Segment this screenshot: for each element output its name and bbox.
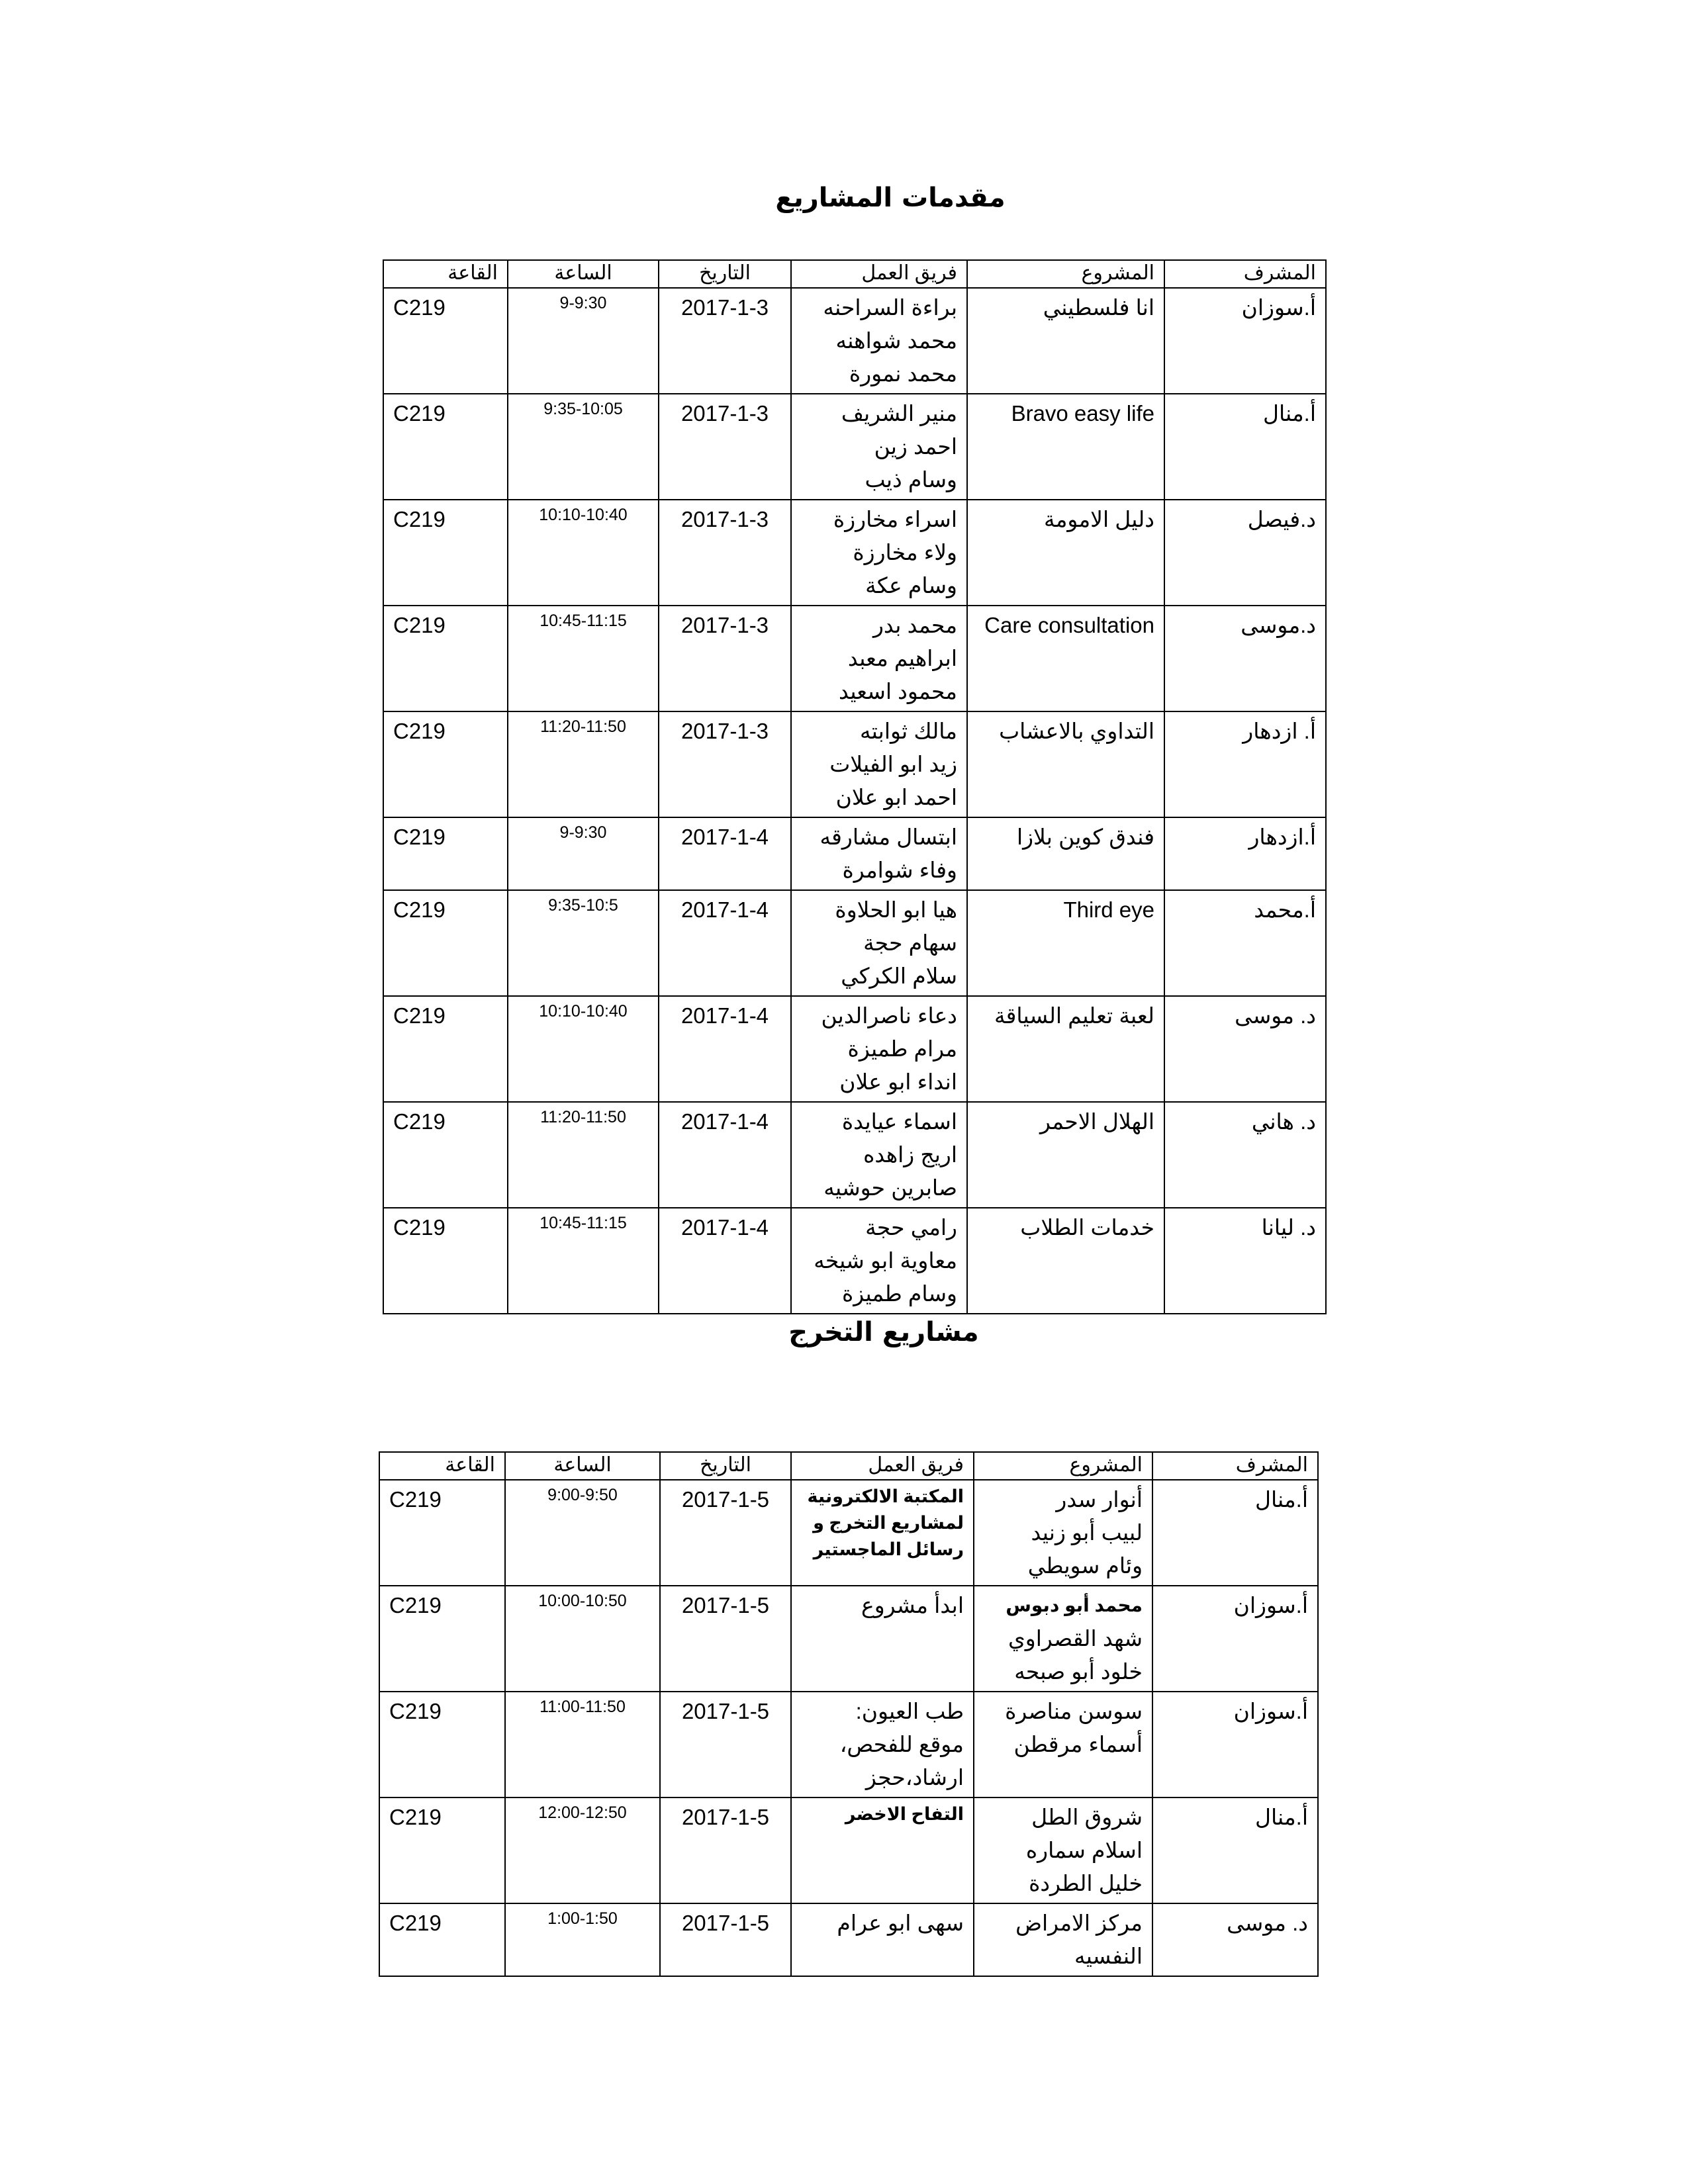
time-value: 9:00-9:50 — [547, 1486, 618, 1504]
team-member: ابراهيم معبد — [847, 646, 957, 670]
date-value: 2017-1-4 — [680, 1215, 769, 1240]
date-cell — [660, 1692, 791, 1797]
time-cell — [508, 394, 659, 500]
time-value: 11:20-11:50 — [540, 717, 626, 736]
date-value: 2017-1-4 — [680, 897, 769, 922]
project-cell — [967, 606, 1164, 711]
table-header-row — [383, 260, 1326, 288]
team-member: سلام الكركي — [841, 964, 957, 988]
supervisor-cell: أ.ازدهار — [1164, 817, 1326, 890]
room-cell: C219 — [379, 1586, 505, 1692]
table2-title: مشاريع التخرج — [788, 1317, 979, 1347]
team-member: رامي حجة — [865, 1215, 957, 1240]
supervisor-cell: د. موسى — [1152, 1903, 1318, 1976]
header-room: القاعة — [379, 1452, 505, 1480]
time-cell — [508, 817, 659, 890]
time-value: 9:35-10:05 — [543, 400, 623, 418]
project-cell: انا فلسطيني — [967, 288, 1164, 394]
team-cell — [791, 1903, 974, 1976]
time-value: 10:00-10:50 — [538, 1592, 627, 1610]
team-line: سهى ابو عرام — [837, 1911, 964, 1935]
team-cell — [791, 1692, 974, 1797]
team-member: وفاء شوامرة — [842, 858, 957, 882]
table-row — [383, 288, 1326, 394]
date-cell — [660, 1586, 791, 1692]
table-row — [383, 890, 1326, 996]
time-value: 10:45-11:15 — [539, 612, 627, 630]
date-value: 2017-1-3 — [680, 613, 769, 637]
team-line: ابدأ مشروع — [861, 1593, 964, 1617]
project-cell: لعبة تعليم السياقة — [967, 996, 1164, 1102]
room-cell: C219 — [379, 1692, 505, 1797]
supervisor-cell: أ.منال — [1152, 1797, 1318, 1903]
header-room: القاعة — [383, 260, 508, 288]
table1-title: مقدمات المشاريع — [775, 183, 1006, 213]
time-cell — [505, 1480, 660, 1586]
supervisor-cell: أ.سوزان — [1152, 1586, 1318, 1692]
date-value: 2017-1-5 — [681, 1487, 770, 1512]
supervisor-cell: د. ليانا — [1164, 1208, 1326, 1314]
team-cell — [791, 1208, 967, 1314]
project-line: سوسن مناصرة — [1005, 1699, 1143, 1723]
date-cell — [660, 1480, 791, 1586]
date-cell — [659, 817, 791, 890]
table-row — [383, 996, 1326, 1102]
header-team: فريق العمل — [791, 260, 967, 288]
team-cell — [791, 817, 967, 890]
team-cell — [791, 1480, 974, 1586]
date-value: 2017-1-3 — [680, 719, 769, 743]
header-project: المشروع — [974, 1452, 1152, 1480]
team-member: انداء ابو علان — [839, 1069, 957, 1094]
team-line: المكتبة الالكترونية — [807, 1486, 964, 1506]
date-cell — [660, 1903, 791, 1976]
time-value: 9-9:30 — [559, 294, 607, 312]
date-cell — [659, 394, 791, 500]
table-row — [383, 1102, 1326, 1208]
supervisor-cell: أ.محمد — [1164, 890, 1326, 996]
table-header-row — [379, 1452, 1318, 1480]
team-member: اسراء مخارزة — [833, 507, 957, 531]
table-row — [379, 1692, 1318, 1797]
header-supervisor: المشرف — [1164, 260, 1326, 288]
time-cell — [508, 1208, 659, 1314]
time-value: 10:45-11:15 — [539, 1214, 627, 1232]
project-line: أسماء مرقطن — [1013, 1732, 1143, 1756]
team-cell — [791, 500, 967, 606]
project-cell — [967, 394, 1164, 500]
team-member: محمود اسعيد — [839, 679, 957, 704]
project-value: Third eye — [1063, 897, 1154, 922]
project-cell — [974, 1797, 1152, 1903]
header-date: التاريخ — [659, 260, 791, 288]
table-row — [379, 1586, 1318, 1692]
team-member: احمد ابو علان — [835, 785, 957, 809]
date-cell — [659, 996, 791, 1102]
date-cell — [659, 288, 791, 394]
project-line: شهد القصراوي — [1008, 1626, 1143, 1651]
date-value: 2017-1-5 — [681, 1593, 770, 1617]
time-value: 1:00-1:50 — [547, 1909, 618, 1928]
date-cell — [659, 711, 791, 817]
project-cell: التداوي بالاعشاب — [967, 711, 1164, 817]
team-line: رسائل الماجستير — [813, 1539, 964, 1559]
project-cell — [974, 1480, 1152, 1586]
room-cell: C219 — [379, 1903, 505, 1976]
team-member: معاوية ابو شيخه — [814, 1248, 957, 1273]
room-cell: C219 — [383, 890, 508, 996]
time-cell — [508, 1102, 659, 1208]
team-member: صابرين حوشيه — [823, 1175, 957, 1200]
team-member: براءة السراحنه — [823, 295, 957, 320]
team-member: منير الشريف — [841, 401, 957, 426]
project-cell — [974, 1692, 1152, 1797]
project-value: Care consultation — [984, 613, 1154, 637]
table-row — [383, 1208, 1326, 1314]
team-member: محمد شواهنه — [835, 328, 957, 353]
team-member: مالك ثوابته — [859, 719, 957, 743]
team-member: اسماء عيايدة — [841, 1109, 957, 1134]
supervisor-cell: أ.سوزان — [1152, 1692, 1318, 1797]
supervisor-cell: د.فيصل — [1164, 500, 1326, 606]
team-line: موقع للفحص، — [839, 1732, 964, 1756]
date-cell — [659, 890, 791, 996]
time-value: 9:35-10:5 — [548, 896, 618, 915]
room-cell: C219 — [383, 1208, 508, 1314]
team-member: هيا ابو الحلاوة — [835, 897, 957, 922]
date-value: 2017-1-3 — [680, 401, 769, 426]
schedule-table-intro — [383, 259, 1327, 1314]
time-cell — [505, 1692, 660, 1797]
time-value: 10:10-10:40 — [539, 506, 628, 524]
header-supervisor: المشرف — [1152, 1452, 1318, 1480]
date-cell — [659, 1102, 791, 1208]
table-row — [379, 1797, 1318, 1903]
team-member: زيد ابو الفيلات — [829, 752, 957, 776]
header-date: التاريخ — [660, 1452, 791, 1480]
time-cell — [505, 1586, 660, 1692]
date-value: 2017-1-3 — [680, 507, 769, 531]
project-line: مركز الامراض — [1015, 1911, 1143, 1935]
table-row — [383, 817, 1326, 890]
project-cell: فندق كوين بلازا — [967, 817, 1164, 890]
time-value: 9-9:30 — [559, 823, 607, 842]
time-cell — [508, 711, 659, 817]
project-line: وئام سويطي — [1027, 1553, 1143, 1578]
table-row — [383, 500, 1326, 606]
project-value: Bravo easy life — [1011, 401, 1154, 426]
date-value: 2017-1-4 — [680, 825, 769, 849]
team-cell — [791, 1102, 967, 1208]
project-line: اسلام سماره — [1025, 1838, 1143, 1862]
date-value: 2017-1-4 — [680, 1109, 769, 1134]
time-cell — [508, 890, 659, 996]
team-member: وسام ذيب — [865, 467, 957, 492]
table-row — [379, 1903, 1318, 1976]
project-cell — [974, 1903, 1152, 1976]
supervisor-cell: د. هاني — [1164, 1102, 1326, 1208]
project-cell: الهلال الاحمر — [967, 1102, 1164, 1208]
time-value: 10:10-10:40 — [539, 1002, 628, 1021]
room-cell: C219 — [383, 1102, 508, 1208]
time-value: 11:20-11:50 — [540, 1108, 626, 1126]
schedule-table-graduation — [379, 1451, 1319, 1977]
project-line: محمد أبو دبوس — [1006, 1595, 1143, 1615]
room-cell: C219 — [383, 394, 508, 500]
table-row — [383, 606, 1326, 711]
table-row — [383, 711, 1326, 817]
header-team: فريق العمل — [791, 1452, 974, 1480]
time-cell — [508, 288, 659, 394]
team-member: مرام طميزة — [847, 1036, 957, 1061]
header-project: المشروع — [967, 260, 1164, 288]
team-cell — [791, 288, 967, 394]
room-cell: C219 — [383, 288, 508, 394]
team-cell — [791, 1797, 974, 1903]
time-cell — [505, 1797, 660, 1903]
date-cell — [659, 500, 791, 606]
team-cell — [791, 1586, 974, 1692]
room-cell: C219 — [383, 711, 508, 817]
team-line: ارشاد،حجز — [865, 1765, 964, 1790]
project-cell — [967, 890, 1164, 996]
supervisor-cell: أ.سوزان — [1164, 288, 1326, 394]
supervisor-cell: أ.منال — [1152, 1480, 1318, 1586]
room-cell: C219 — [379, 1797, 505, 1903]
project-line: لبيب أبو زنيد — [1031, 1520, 1143, 1545]
header-time: الساعة — [505, 1452, 660, 1480]
team-member: وسام عكة — [865, 573, 957, 598]
time-cell — [508, 500, 659, 606]
date-cell — [659, 606, 791, 711]
room-cell: C219 — [383, 500, 508, 606]
date-value: 2017-1-4 — [680, 1003, 769, 1028]
supervisor-cell: د. موسى — [1164, 996, 1326, 1102]
room-cell: C219 — [383, 996, 508, 1102]
project-cell — [974, 1586, 1152, 1692]
project-line: خليل الطردة — [1029, 1871, 1143, 1895]
table-row — [379, 1480, 1318, 1586]
team-member: دعاء ناصرالدين — [821, 1003, 957, 1028]
project-line: شروق الطل — [1031, 1805, 1143, 1829]
team-member: احمد زين — [874, 434, 957, 459]
team-line: التفاح الاخضر — [845, 1804, 964, 1824]
team-cell — [791, 394, 967, 500]
team-cell — [791, 890, 967, 996]
team-cell — [791, 711, 967, 817]
time-cell — [508, 606, 659, 711]
room-cell: C219 — [383, 606, 508, 711]
team-member: اريج زاهده — [863, 1142, 957, 1167]
supervisor-cell: أ. ازدهار — [1164, 711, 1326, 817]
date-value: 2017-1-5 — [681, 1699, 770, 1723]
date-cell — [660, 1797, 791, 1903]
team-member: ابتسال مشارقه — [820, 825, 957, 849]
team-member: محمد بدر — [873, 613, 957, 637]
supervisor-cell: أ.منال — [1164, 394, 1326, 500]
table-row — [383, 394, 1326, 500]
team-cell — [791, 996, 967, 1102]
date-cell — [659, 1208, 791, 1314]
time-cell — [508, 996, 659, 1102]
date-value: 2017-1-5 — [681, 1805, 770, 1829]
date-value: 2017-1-3 — [680, 295, 769, 320]
project-line: النفسيه — [1074, 1944, 1143, 1968]
room-cell: C219 — [379, 1480, 505, 1586]
team-member: سهام حجة — [863, 931, 957, 955]
time-value: 11:00-11:50 — [539, 1698, 626, 1716]
header-time: الساعة — [508, 260, 659, 288]
team-line: طب العيون: — [855, 1699, 964, 1723]
time-value: 12:00-12:50 — [538, 1803, 627, 1822]
time-cell — [505, 1903, 660, 1976]
date-value: 2017-1-5 — [681, 1911, 770, 1935]
team-member: وسام طميزة — [841, 1281, 957, 1306]
room-cell: C219 — [383, 817, 508, 890]
team-cell — [791, 606, 967, 711]
project-line: أنوار سدر — [1056, 1487, 1143, 1512]
project-cell: دليل الامومة — [967, 500, 1164, 606]
team-member: محمد نمورة — [849, 361, 957, 386]
team-member: ولاء مخارزة — [853, 540, 957, 565]
supervisor-cell: د.موسى — [1164, 606, 1326, 711]
project-cell: خدمات الطلاب — [967, 1208, 1164, 1314]
project-line: خلود أبو صبحه — [1014, 1659, 1143, 1684]
team-line: لمشاريع التخرج و — [813, 1513, 964, 1533]
